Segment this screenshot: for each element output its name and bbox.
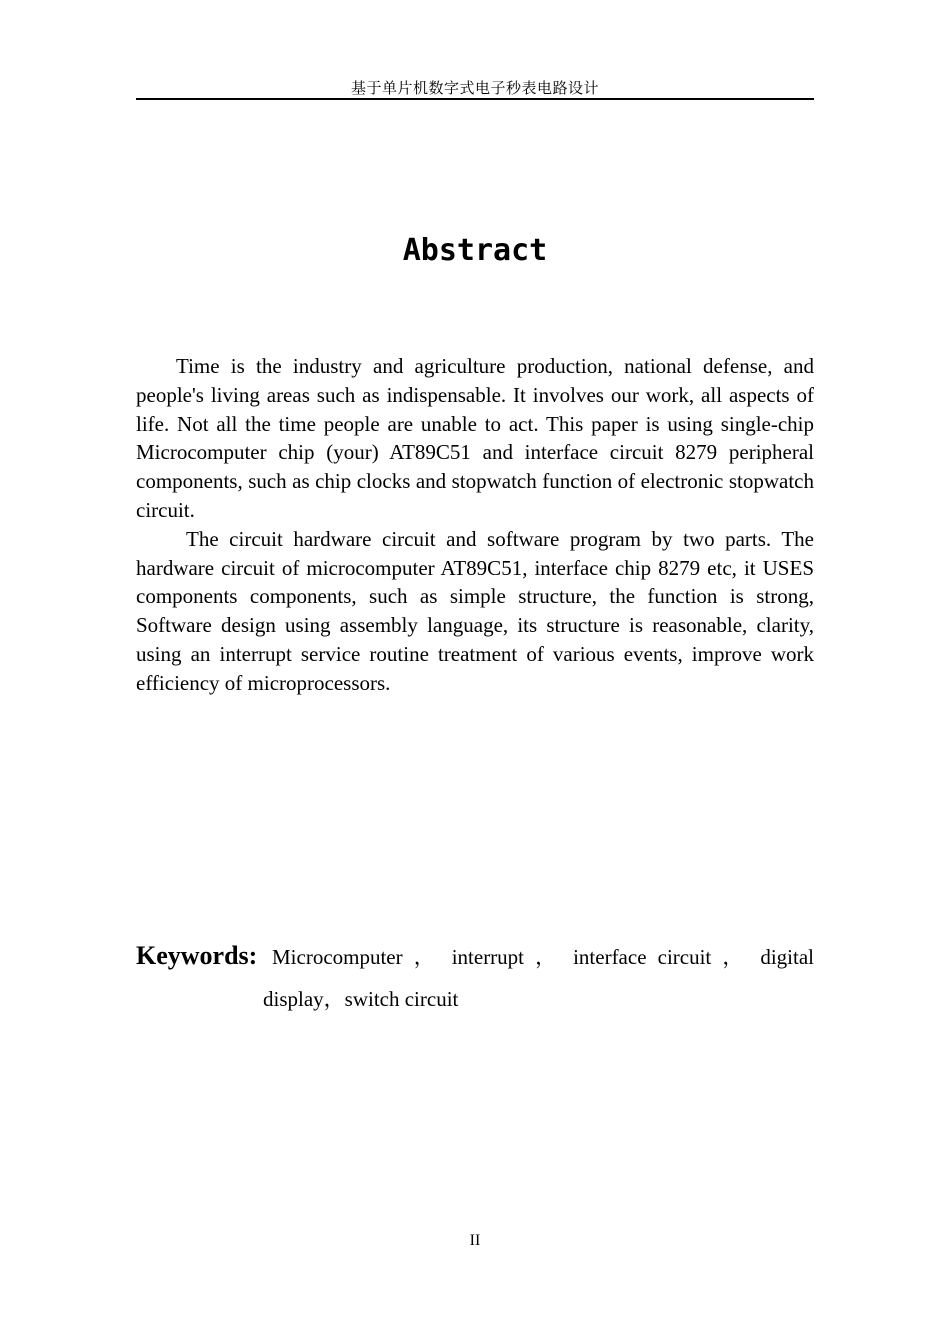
keywords-list-line-1: Microcomputer ， interrupt ， interface circuit ， digital bbox=[272, 945, 814, 969]
keywords-label: Keywords: bbox=[136, 941, 258, 970]
keywords-list-line-2: display，switch circuit bbox=[263, 987, 459, 1011]
abstract-body bbox=[136, 352, 814, 698]
page-number: II bbox=[469, 1232, 481, 1249]
abstract-heading: Abstract bbox=[402, 233, 548, 268]
header-divider bbox=[136, 98, 814, 100]
page-header-title: 基于单片机数字式电子秒表电路设计 bbox=[350, 79, 599, 97]
abstract-paragraph-2: The circuit hardware circuit and software program by two parts. The hardware circuit of microcomputer AT89C51, interface chip 8279 etc, it USES components components, such as simple structure, the function is strong, Software design using assembly language, its structure is reasonable, clarity, using an interrupt service routine treatment of various events, improve work efficiency of microprocessors. bbox=[136, 526, 814, 695]
abstract-paragraph-1: Time is the industry and agriculture production, national defense, and people's living areas such as indispensable. It involves our work, all aspects of life. Not all the time people are unable to act. This paper is using single-chip Microcomputer chip (your) AT89C51 and interface circuit 8279 peripheral components, such as chip clocks and stopwatch function of electronic stopwatch circuit. bbox=[136, 354, 814, 522]
